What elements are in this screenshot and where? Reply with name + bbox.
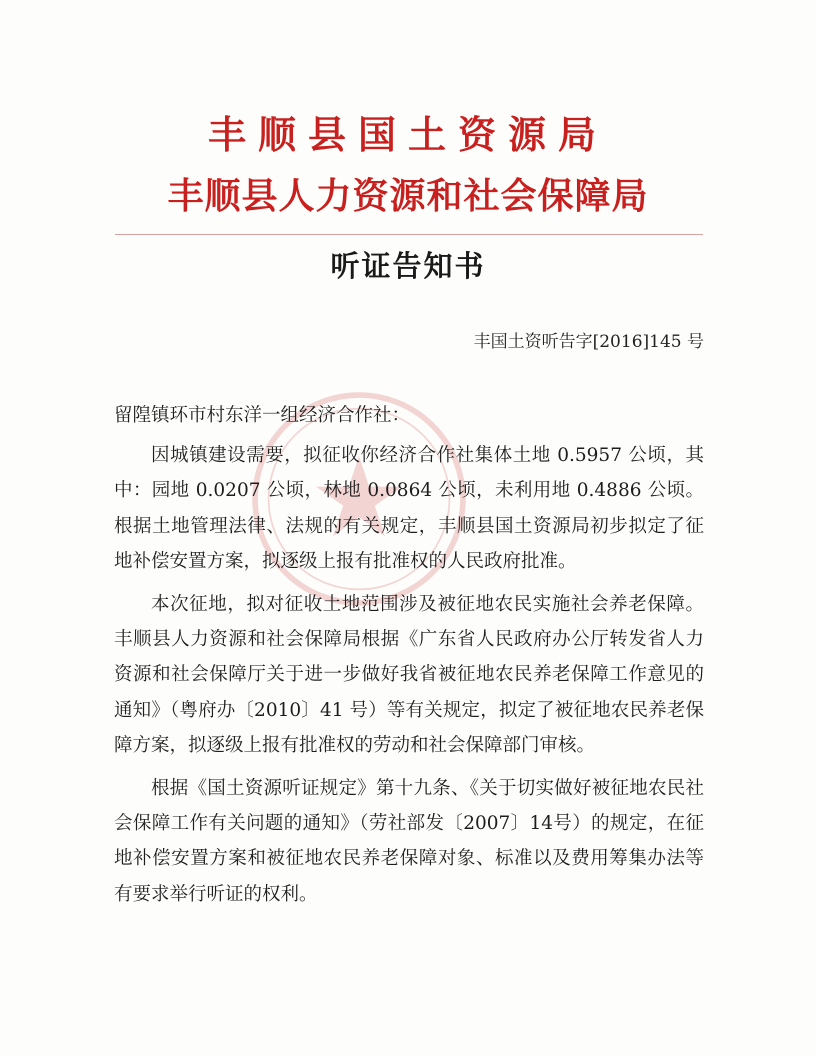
issuing-authority-1: 丰顺县国土资源局	[207, 112, 608, 157]
document-title: 听证告知书	[330, 249, 486, 283]
salutation: 留隍镇环市村东洋一组经济合作社：	[114, 405, 411, 426]
issuing-authority-2: 丰顺县人力资源和社会保障局	[167, 175, 649, 217]
document-body	[114, 398, 704, 920]
body-paragraph-1: 因城镇建设需要，拟征收你经济合作社集体土地 0.5957 公顷，其中：园地 0.0207 公顷，林地 0.0864 公顷，未利用地 0.4886 公顷。根据土地管理法律、法规的有关规定，丰顺县国土资源局初步拟定了征地补偿安置方案，拟逐级上报有批准权的人民政府批准。	[114, 445, 704, 572]
body-paragraph-3: 根据《国土资源听证规定》第十九条、《关于切实做好被征地农民社会保障工作有关问题的通知》（劳社部发〔2007〕14号）的规定，在征地补偿安置方案和被征地农民养老保障对象、标准以及费用筹集办法等有要求举行听证的权利。	[114, 778, 704, 905]
body-paragraph-2: 本次征地，拟对征收土地范围涉及被征地农民实施社会养老保障。丰顺县人力资源和社会保障局根据《广东省人民政府办公厅转发省人力资源和社会保障厅关于进一步做好我省被征地农民养老保障工作意见的通知》（粤府办〔2010〕41 号）等有关规定，拟定了被征地农民养老保障方案，拟逐级上报有批准权的劳动和社会保障部门审核。	[114, 594, 704, 756]
header-divider	[115, 234, 703, 235]
document-number: 丰国土资听告字[2016]145 号	[473, 332, 704, 352]
